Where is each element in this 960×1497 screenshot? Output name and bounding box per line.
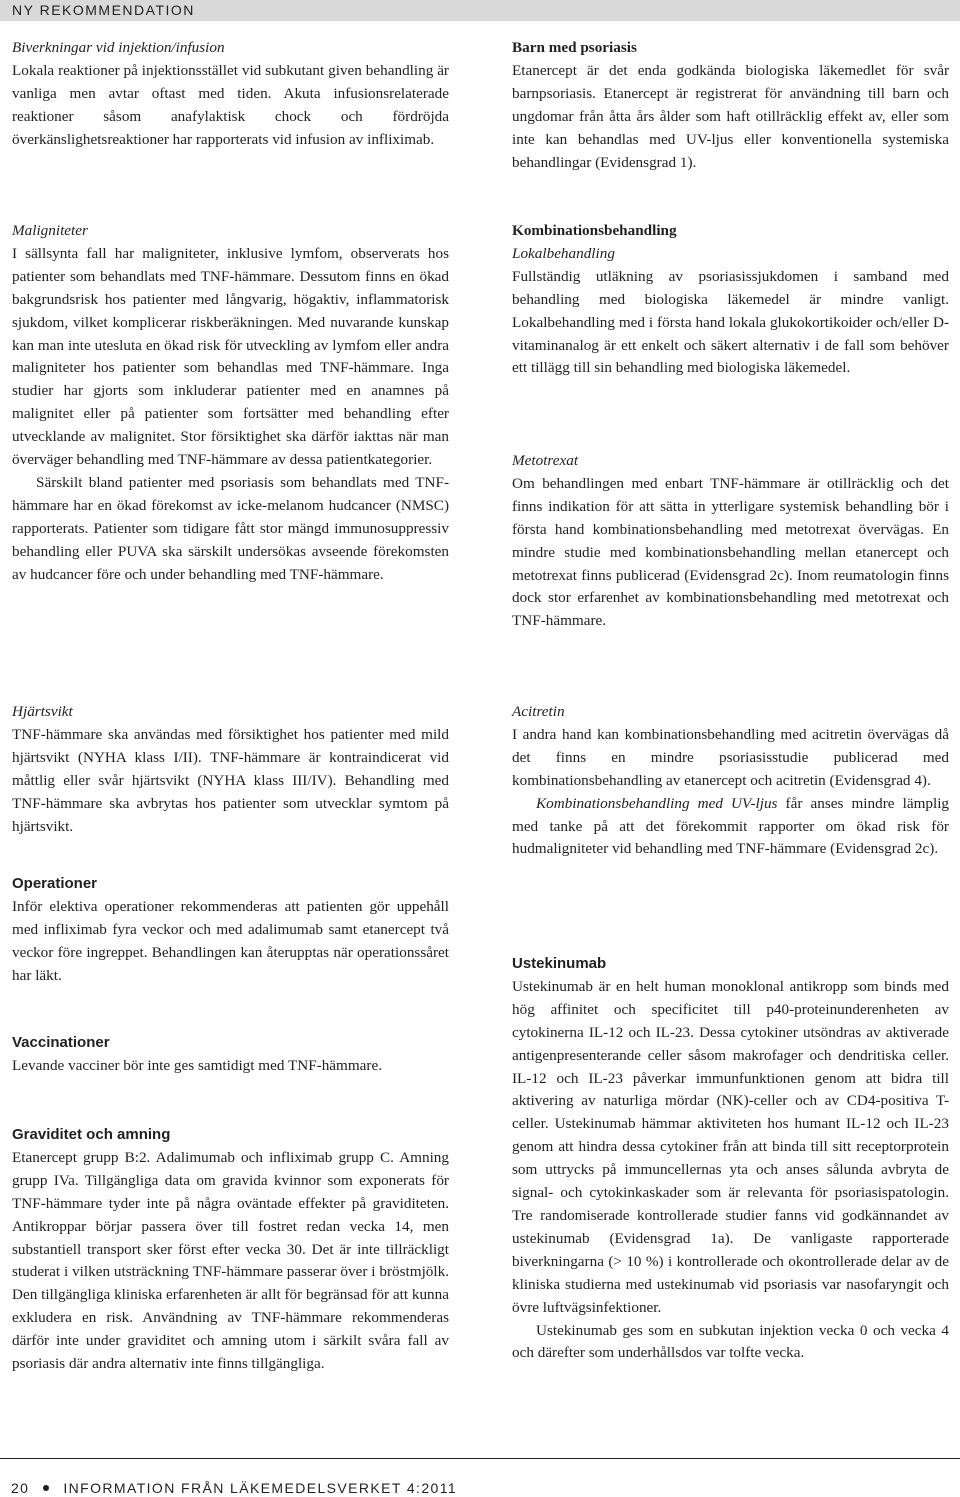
text-ustekinumab-p2: Ustekinumab ges som en subkutan injektion vecka 0 och vecka 4 och därefter som underhållsdos var tolfte vecka.	[512, 1321, 949, 1362]
left-column	[12, 0, 449, 1440]
section-vaccinationer	[12, 1032, 449, 1078]
section-metotrexat	[512, 450, 949, 633]
heading-kombinationsbehandling: Kombinationsbehandling	[512, 222, 677, 239]
page-footer	[0, 1458, 960, 1497]
section-kombinationsbehandling	[512, 220, 949, 380]
page-number: 20	[11, 1480, 30, 1496]
section-label: NY REKOMMENDATION	[12, 2, 195, 18]
text-operationer: Inför elektiva operationer rekommenderas att patienten gör uppehåll med infliximab fyra veckor och med adalimumab samt etanercept två veckor före ingreppet. Behandlingen kan återupptas när operationssåret har läkt.	[12, 897, 449, 984]
heading-operationer: Operationer	[12, 875, 98, 892]
text-hjartsvikt: TNF-hämmare ska användas med försiktighet hos patienter med mild hjärtsvikt (NYHA klass I/II). TNF-hämmare är kontraindicerat vid måttlig eller svår hjärtsvikt (NYHA klass III/IV). Behandling med TNF-hämmare ska avbrytas hos patienter som utvecklar symtom på hjärtsvikt.	[12, 725, 449, 835]
section-ustekinumab	[512, 953, 949, 1365]
section-graviditet	[12, 1124, 449, 1376]
text-acitretin-p2	[512, 793, 949, 862]
heading-ustekinumab: Ustekinumab	[512, 955, 607, 972]
text-ustekinumab-p1: Ustekinumab är en helt human monoklonal antikropp som binds med hög affinitet och specificitet till p40-proteinunderenheten av cytokinerna IL-12 och IL-23. Dessa cytokiner utsöndras av aktiverade antigenpresenterande celler såsom makrofager och dendritiska celler. IL-12 och IL-23 påverkar immunfunktionen genom att bidra till aktivering av naturliga mördar (NK)-celler och av CD4-positiva T-celler. Ustekinumab hämmar aktiviteten hos humant IL-12 och IL-23 genom att hindra dessa cytokiner från att binda till sitt receptorprotein som uttrycks på immuncellernas yta och anses sålunda avbryta de signal- och cytokinkaskader som är relevanta för psoriasispatologin. Tre randomiserade kontrollerade studier fanns vid godkännandet av ustekinumab (Evidensgrad 1a). De vanligaste rapporterade biverkningarna (> 10 %) i kontrollerade och okontrollerade delar av de kliniska studierna med ustekinumab vid psoriasis var nasofaryngit och övre luftvägsinfektioner.	[512, 977, 949, 1316]
section-biverkningar	[12, 37, 449, 152]
text-maligniteter-p1: I sällsynta fall har maligniteter, inklusive lymfom, observerats hos patienter som behandlats med TNF-hämmare. Dessutom finns en ökad bakgrundsrisk hos patienter med långvarig, högaktiv, inflammatorisk sjukdom, vilket komplicerar riskberäkningen. Med nuvarande kunskap kan man inte utesluta en ökad risk för utveckling av lymfom eller andra maligniteter hos patienter som behandlas med TNF-hämmare. Inga studier har gjorts som inkluderar patienter med en anamnes på malignitet eller på patienter som fortsätter med behandling efter utvecklande av malignitet. Stor försiktighet ska därför iakttas när man överväger behandling med TNF-hämmare av dessa patientkategorier.	[12, 244, 449, 469]
heading-vaccinationer: Vaccinationer	[12, 1034, 110, 1051]
section-maligniteter	[12, 220, 449, 587]
footer-rule	[0, 1458, 960, 1459]
section-hjartsvikt	[12, 701, 449, 838]
text-metotrexat: Om behandlingen med enbart TNF-hämmare är otillräcklig och det finns indikation för att sätta in ytterligare systemisk behandling bör i första hand kombinationsbehandling med metotrexat övervägas. En mindre studie med kombinationsbehandling mellan etanercept och metotrexat finns publicerad (Evidensgrad 2c). Inom reumatologin finns dock stor erfarenhet av kombinationsbehandling med metotrexat och TNF-hämmare.	[512, 474, 949, 630]
section-acitretin	[512, 701, 949, 861]
text-lokalbehandling: Fullständig utläkning av psoriasissjukdomen i samband med behandling med biologiska läkemedel är mindre vanligt. Lokalbehandling med i första hand lokala glukokortikoider och/eller D-vitaminanalog är ett enkelt och säkert alternativ i de fall som behöver ett tillägg till sin behandling med biologiska läkemedel.	[512, 267, 949, 377]
publication-title: INFORMATION FRÅN LÄKEMEDELSVERKET 4:2011	[63, 1480, 458, 1496]
heading-biverkningar: Biverkningar vid injektion/infusion	[12, 39, 225, 56]
heading-hjartsvikt: Hjärtsvikt	[12, 703, 73, 720]
text-biverkningar: Lokala reaktioner på injektionsstället vid subkutant given behandling är vanliga men avtar oftast med tiden. Akuta infusionsrelaterade reaktioner såsom anafylaktisk chock och fördröjda överkänslighetsreaktioner har rapporterats vid infusion av infliximab.	[12, 61, 449, 148]
text-graviditet: Etanercept grupp B:2. Adalimumab och infliximab grupp C. Amning grupp IVa. Tillgängliga data om gravida kvinnor som exponerats för TNF-hämmare tyder inte på några oväntade effekter på graviditeten. Antikroppar börjar passera över till fostret redan vecka 14, men substantiell transport sker först efter vecka 30. Det är inte tillräckligt studerat i vilken utsträckning TNF-hämmare passerar över i bröstmjölk. Den tillgängliga kliniska erfarenheten är allt för begränsad för att kunna exkludera en risk. Användning av TNF-hämmare rekommenderas därför inte under graviditet och amning utom i särkilt svåra fall av psoriasis där andra alternativ inte finns tillgängliga.	[12, 1148, 449, 1373]
heading-graviditet: Graviditet och amning	[12, 1126, 171, 1143]
right-column	[512, 0, 949, 1440]
text-acitretin-p2-italic: Kombinationsbehandling med UV-ljus	[536, 794, 778, 812]
section-operationer	[12, 873, 449, 988]
heading-barn-med-psoriasis: Barn med psoriasis	[512, 39, 637, 56]
text-acitretin-p1: I andra hand kan kombinationsbehandling med acitretin övervägas då det finns en mindre psoriasisstudie publicerad med kombinationsbehandling av etanercept och acitretin (Evidensgrad 4).	[512, 725, 949, 789]
text-acitretin-p2-rest: får anses mindre lämplig med tanke på att det förekommit rapporter om ökad risk för hudmaligniteter vid behandling med TNF-hämmare (Evidensgrad 2c).	[512, 794, 950, 858]
text-barn-med-psoriasis: Etanercept är det enda godkända biologiska läkemedlet för svår barnpsoriasis. Etanercept är registrerat för användning till barn och ungdomar från åtta års ålder som haft otillräcklig effekt av, eller som inte kan behandlas med UV-ljus eller konventionella systemiska behandlingar (Evidensgrad 1).	[512, 61, 949, 171]
heading-maligniteter: Maligniteter	[12, 222, 88, 239]
section-barn-med-psoriasis	[512, 37, 949, 174]
footer-text	[11, 1480, 457, 1496]
text-vaccinationer: Levande vacciner bör inte ges samtidigt med TNF-hämmare.	[12, 1056, 383, 1074]
heading-acitretin: Acitretin	[512, 703, 565, 720]
subheading-lokalbehandling: Lokalbehandling	[512, 244, 615, 262]
text-maligniteter-p2: Särskilt bland patienter med psoriasis som behandlats med TNF-hämmare har en ökad förekomst av icke-melanom hudcancer (NMSC) rapporterats. Patienter som tidigare fått stor mängd immunosuppressiv behandling eller PUVA ska särskilt undersökas avseende förekomsten av hudcancer före och under behandling med TNF-hämmare.	[12, 473, 449, 583]
heading-metotrexat: Metotrexat	[512, 452, 579, 469]
bullet-dot-icon	[43, 1485, 49, 1491]
